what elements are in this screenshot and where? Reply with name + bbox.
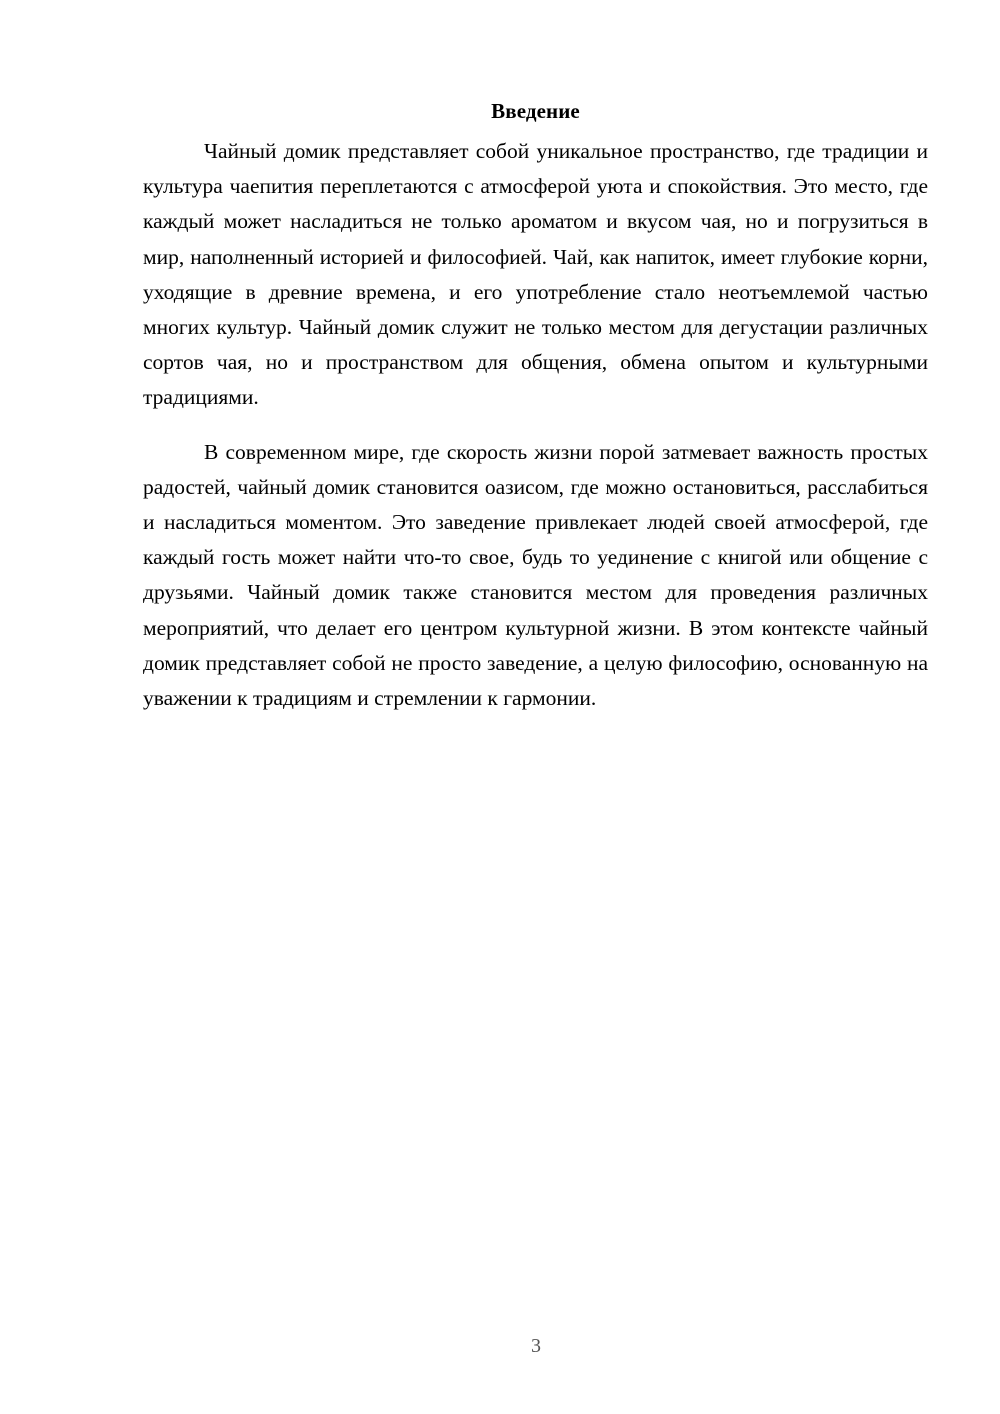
section-heading: Введение <box>491 99 580 123</box>
paragraph-1: Чайный домик представляет собой уникальное пространство, где традиции и культура чаепития переплетаются с атмосферой уюта и спокойствия. Это место, где каждый может насладиться не только ароматом и вкусом чая, но и погрузиться в мир, наполненный историей и философией. Чай, как напиток, имеет глубокие корни, уходящие в древние времена, и его употребление стало неотъемлемой частью многих культур. Чайный домик служит не только местом для дегустации различных сортов чая, но и пространством для общения, обмена опытом и культурными традициями. <box>143 139 928 410</box>
page-number: 3 <box>531 1335 541 1357</box>
page-content <box>143 96 928 716</box>
paragraph-2: В современном мире, где скорость жизни порой затмевает важность простых радостей, чайный домик становится оазисом, где можно остановиться, расслабиться и насладиться моментом. Это заведение привлекает людей своей атмосферой, где каждый гость может найти что-то свое, будь то уединение с книгой или общение с друзьями. Чайный домик также становится местом для проведения различных мероприятий, что делает его центром культурной жизни. В этом контексте чайный домик представляет собой не просто заведение, а целую философию, основанную на уважении к традициям и стремлении к гармонии. <box>143 439 928 711</box>
